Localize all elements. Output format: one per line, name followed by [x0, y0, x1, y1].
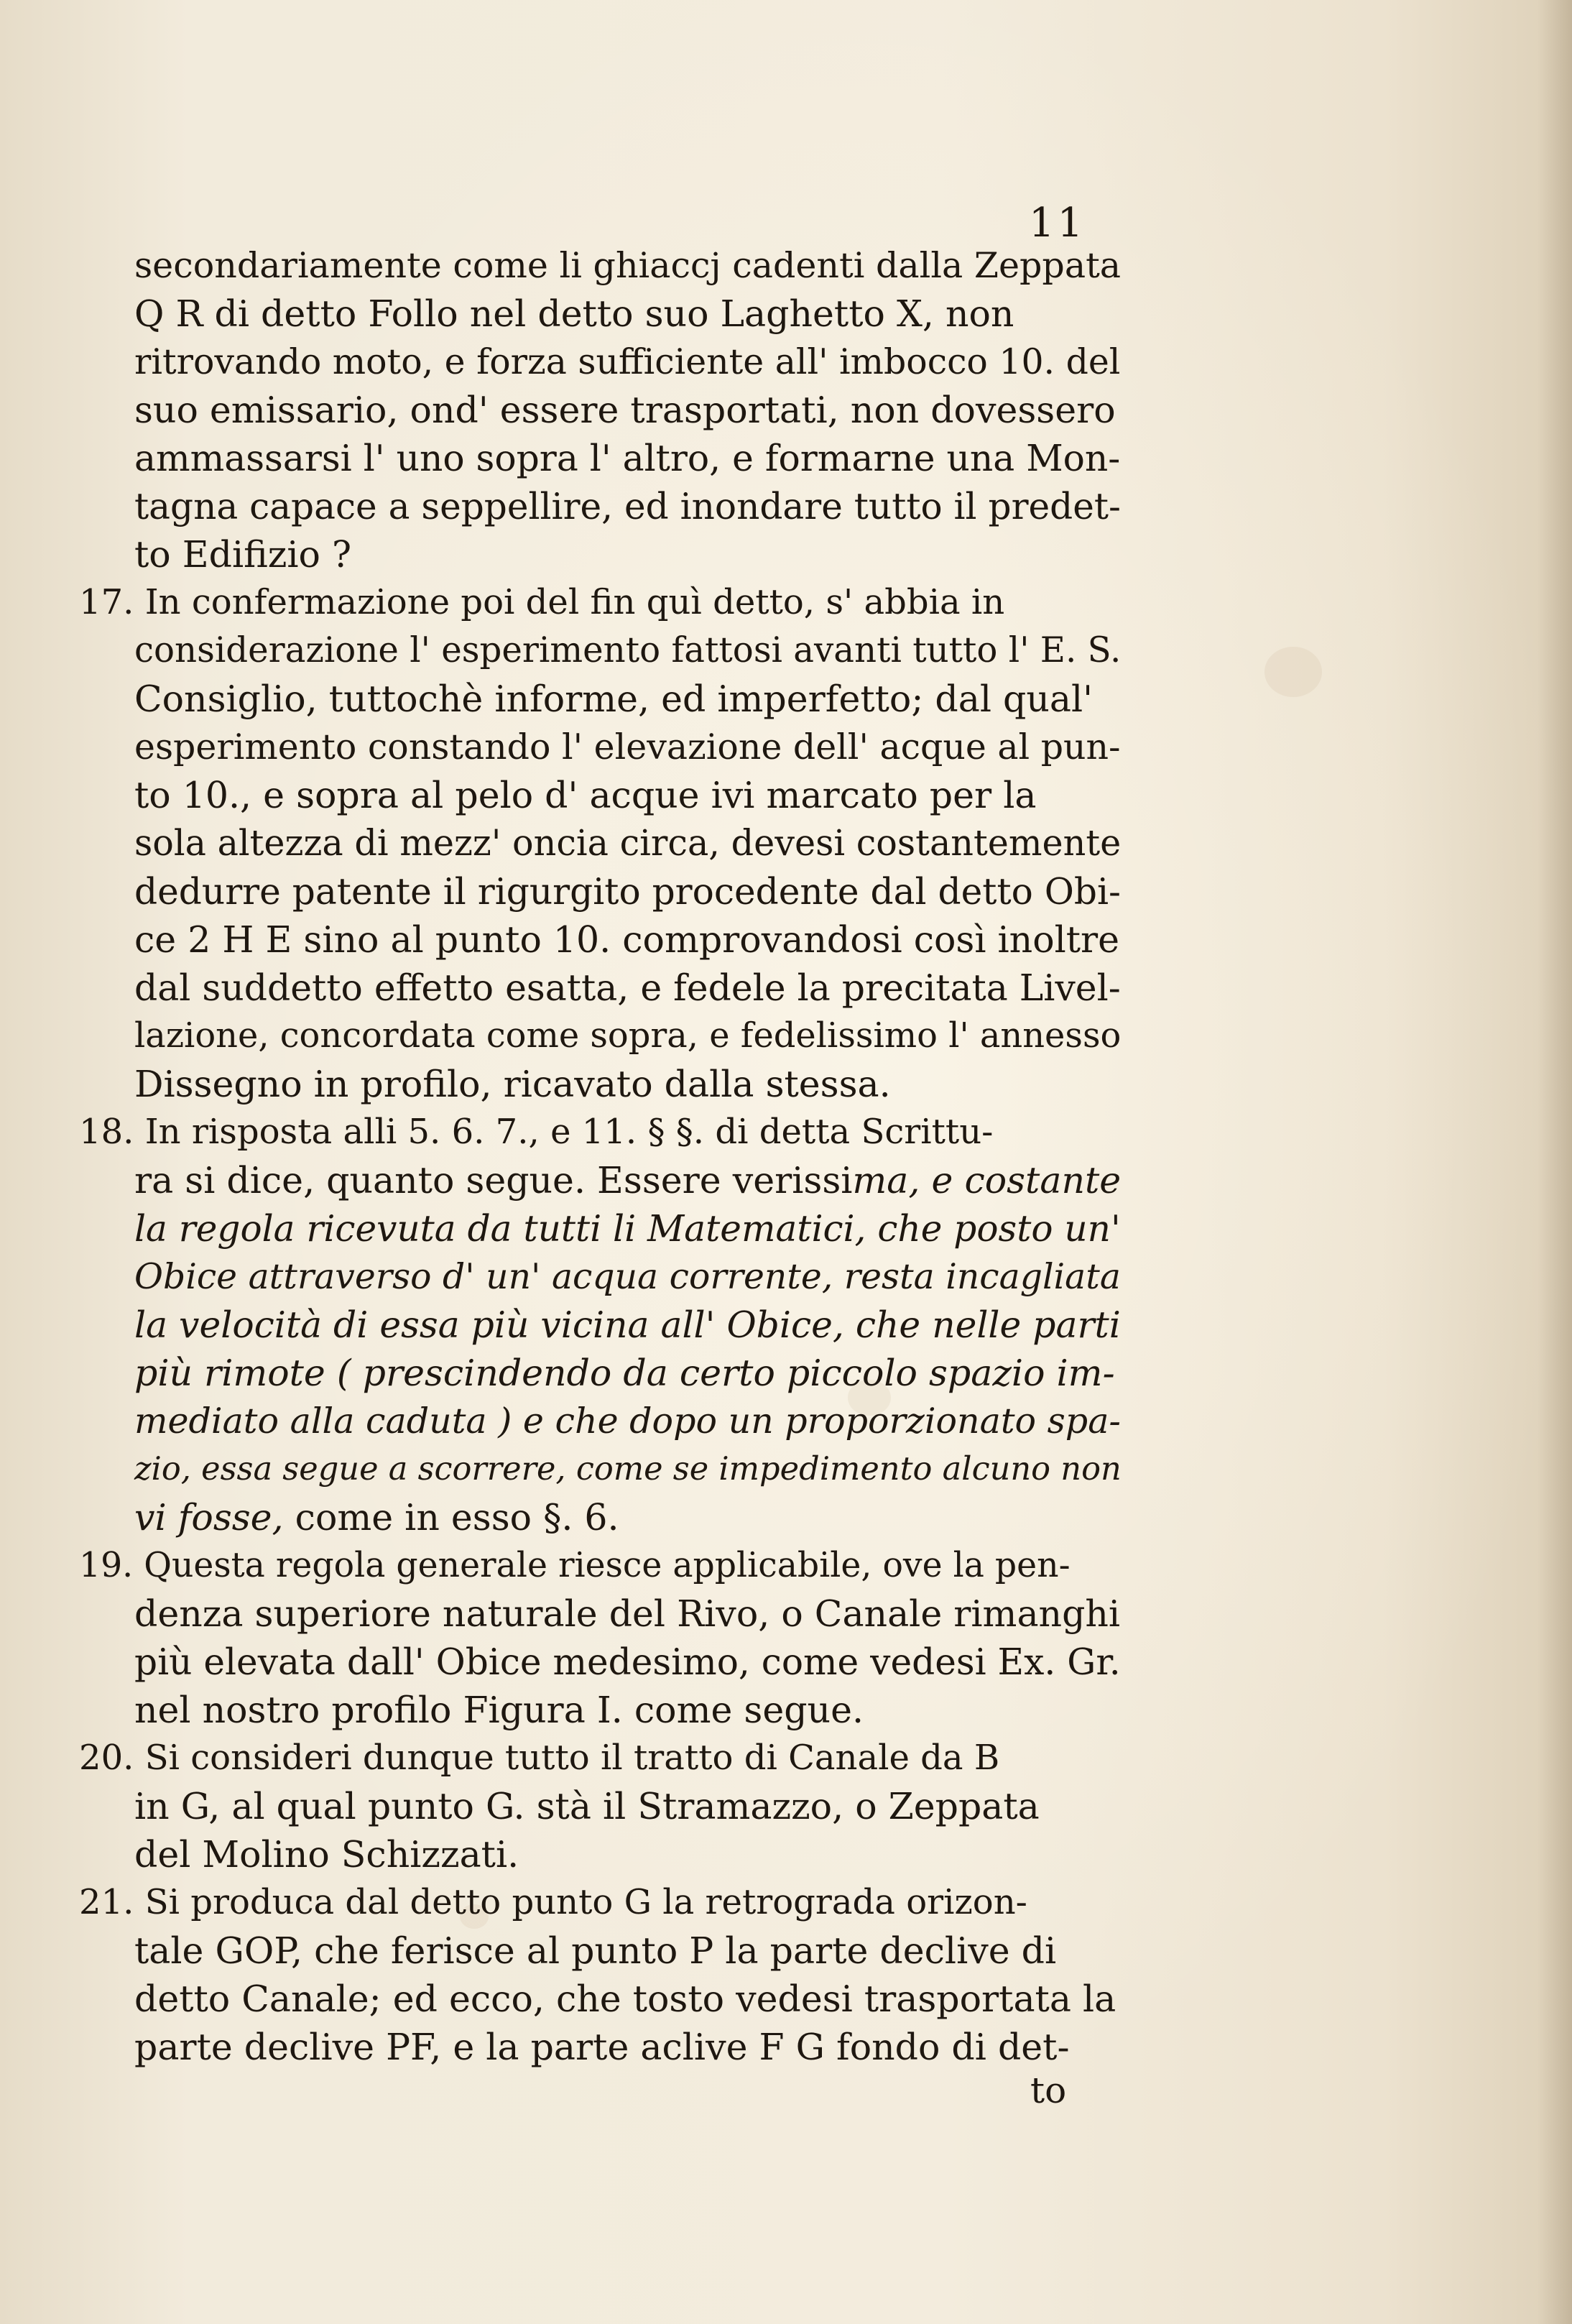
text-line	[129, 1782, 1121, 1830]
text-line	[129, 1445, 1121, 1493]
text-line	[129, 771, 1121, 819]
text-line	[129, 1975, 1121, 2023]
line-text: ra si dice, quanto segue. Essere verissima, e costante	[134, 1159, 1122, 1202]
line-text: parte declive PF, e la parte aclive F G fondo di det-	[134, 2026, 1070, 2068]
text-line	[79, 1541, 1121, 1590]
text-line	[129, 1012, 1121, 1060]
text-line	[129, 1397, 1121, 1445]
text-line	[129, 1349, 1121, 1397]
line-text: ammassarsi l' uno sopra l' altro, e formarne una Mon-	[134, 437, 1121, 479]
line-text: secondariamente come li ghiaccj cadenti dalla Zeppata	[134, 244, 1122, 286]
line-text: Si consideri dunque tutto il tratto di Canale da B	[144, 1738, 1000, 1778]
text-line	[129, 916, 1121, 964]
paragraph-number: 18.	[79, 1112, 145, 1152]
line-text: in G, al qual punto G. stà il Stramazzo, o Zeppata	[134, 1785, 1040, 1827]
line-text: ce 2 H E sino al punto 10. comprovandosi così inoltre	[134, 918, 1120, 961]
line-text: mediato alla caduta ) e che dopo un proporzionato spa-	[134, 1400, 1121, 1442]
line-text: suo emissario, ond' essere trasportati, non dovessero	[134, 389, 1116, 431]
text-line	[129, 964, 1121, 1012]
text-line	[129, 867, 1121, 916]
line-text: nel nostro profilo Figura I. come segue.	[134, 1689, 864, 1731]
text-line	[129, 1686, 1121, 1734]
page-number: 11	[1029, 200, 1086, 246]
line-text: dal suddetto effetto esatta, e fedele la precitata Livel-	[134, 967, 1121, 1009]
line-text: ritrovando moto, e forza sufficiente all' imbocco 10. del	[134, 341, 1121, 382]
line-text: considerazione l' esperimento fattosi avanti tutto l' E. S.	[134, 630, 1122, 670]
text-line	[129, 241, 1121, 290]
text-line	[129, 290, 1121, 338]
text-line	[129, 1301, 1121, 1349]
line-text: la velocità di essa più vicina all' Obice, che nelle parti	[134, 1304, 1121, 1346]
line-text: tale GOP, che ferisce al punto P la parte declive di	[134, 1929, 1057, 1972]
line-text: esperimento constando l' elevazione dell' acque al pun-	[134, 727, 1121, 767]
text-line	[129, 1060, 1121, 1108]
line-text: Obice attraverso d' un' acqua corrente, resta incagliata	[134, 1256, 1121, 1297]
text-line	[129, 338, 1121, 386]
catchword: to	[1030, 2070, 1067, 2111]
line-text: to Edifizio ?	[134, 533, 352, 576]
line-text: la regola ricevuta da tutti li Matematici, che posto un'	[134, 1207, 1121, 1250]
line-text: denza superiore naturale del Rivo, o Canale rimanghi	[134, 1592, 1121, 1635]
text-line	[129, 627, 1121, 675]
foxing-stain	[1264, 647, 1322, 697]
line-text: tagna capace a seppellire, ed inondare tutto il predet-	[134, 485, 1121, 527]
line-text: più rimote ( prescindendo da certo piccolo spazio im-	[134, 1352, 1115, 1394]
text-line	[129, 1156, 1121, 1204]
line-text: detto Canale; ed ecco, che tosto vedesi trasportata la	[134, 1978, 1116, 2020]
line-text: vi fosse, come in esso §. 6.	[134, 1496, 619, 1539]
line-text: Questa regola generale riesce applicabile, ove la pen-	[144, 1546, 1071, 1585]
text-line	[129, 1253, 1121, 1301]
page-edge-shadow	[1538, 0, 1572, 2324]
line-text: del Molino Schizzati.	[134, 1833, 519, 1876]
paragraph-number: 19.	[79, 1546, 144, 1585]
line-text: zio, essa segue a scorrere, come se impedimento alcuno non	[134, 1450, 1122, 1488]
text-line	[129, 1493, 1121, 1541]
text-line	[129, 723, 1121, 771]
line-text: più elevata dall' Obice medesimo, come vedesi Ex. Gr.	[134, 1641, 1121, 1683]
text-line	[129, 386, 1121, 434]
text-line	[129, 434, 1121, 482]
text-line	[129, 1830, 1121, 1878]
line-text: dedurre patente il rigurgito procedente dal detto Obi-	[134, 870, 1121, 913]
text-line	[129, 1590, 1121, 1638]
text-line	[129, 530, 1121, 578]
line-text: sola altezza di mezz' oncia circa, devesi costantemente	[134, 822, 1122, 864]
text-line	[79, 1734, 1121, 1782]
text-line	[129, 1927, 1121, 1975]
text-line	[129, 819, 1121, 867]
text-line	[129, 1204, 1121, 1253]
line-text: In risposta alli 5. 6. 7., e 11. § §. di detta Scrittu-	[144, 1112, 994, 1152]
text-line	[129, 482, 1121, 530]
text-line	[79, 1878, 1121, 1927]
text-line	[79, 578, 1121, 627]
line-text: In confermazione poi del fin quì detto, s' abbia in	[144, 582, 1005, 622]
text-line	[79, 1108, 1121, 1156]
text-line	[129, 2023, 1121, 2071]
text-line	[129, 1638, 1121, 1686]
body-text	[79, 241, 1122, 2071]
line-text: Q R di detto Follo nel detto suo Laghetto X, non	[134, 292, 1014, 335]
paragraph-number: 20.	[79, 1738, 145, 1778]
paragraph-number: 21.	[79, 1882, 145, 1922]
line-text: to 10., e sopra al pelo d' acque ivi marcato per la	[134, 774, 1037, 816]
line-text: Dissegno in profilo, ricavato dalla stessa.	[134, 1063, 891, 1105]
paragraph-number: 17.	[79, 582, 145, 622]
line-text: Consiglio, tuttochè informe, ed imperfetto; dal qual'	[134, 678, 1094, 720]
line-text: lazione, concordata come sopra, e fedelissimo l' annesso	[134, 1016, 1122, 1056]
line-text: Si produca dal detto punto G la retrograda orizon-	[144, 1882, 1027, 1922]
text-line	[129, 675, 1121, 723]
